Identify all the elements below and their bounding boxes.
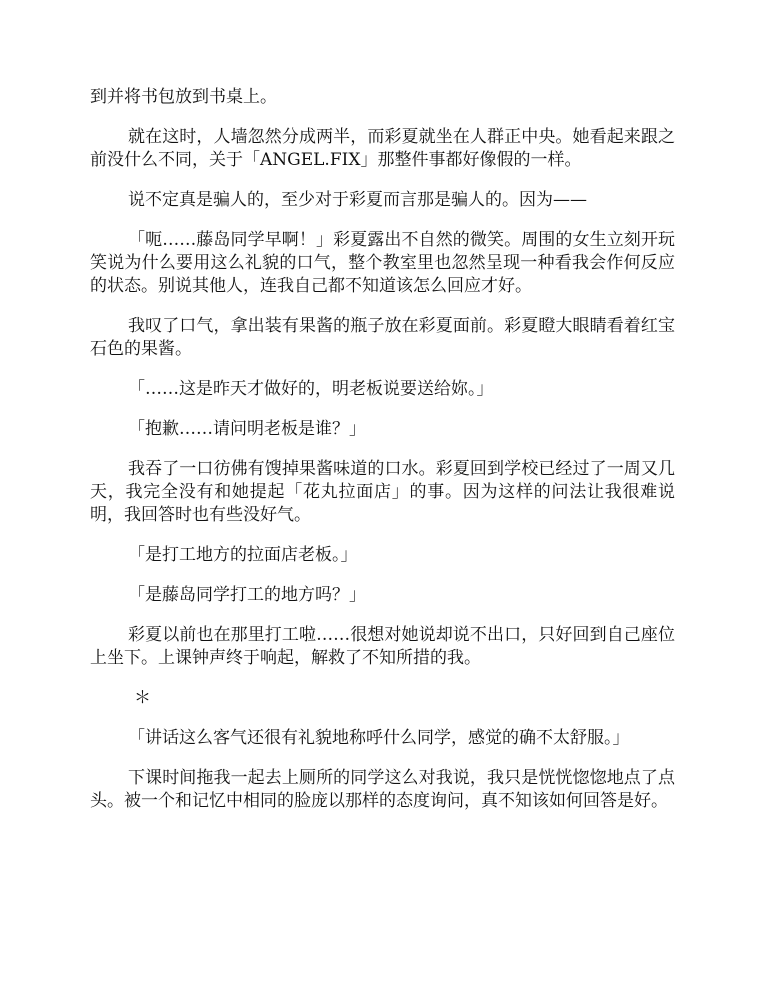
paragraph: 「……这是昨天才做好的，明老板说要送给妳。」: [128, 379, 494, 399]
paragraph: 我吞了一口彷佛有馊掉果酱味道的口水。彩夏回到学校已经过了一周又几天，我完全没有和她提起「花丸拉面店」的事。因为这样的问法让我很难说明，我回答时也有些没好气。: [90, 459, 675, 525]
paragraph: 下课时间拖我一起去上厕所的同学这么对我说，我只是恍恍惚惚地点了点头。被一个和记忆中相同的脸庞以那样的态度询问，真不知该如何回答是好。: [90, 768, 675, 811]
paragraph: 「是打工地方的拉面店老板。」: [128, 545, 358, 565]
paragraph: 说不定真是骗人的，至少对于彩夏而言那是骗人的。因为——: [128, 190, 587, 210]
paragraph: 我叹了口气，拿出装有果酱的瓶子放在彩夏面前。彩夏瞪大眼睛看着红宝石色的果酱。: [90, 316, 675, 359]
paragraph: 到并将书包放到书桌上。: [90, 87, 277, 107]
paragraph: 「呃……藤岛同学早啊！」彩夏露出不自然的微笑。周围的女生立刻开玩笑说为什么要用这么礼貌的口气，整个教室里也忽然呈现一种看我会作何反应的状态。别说其他人，连我自己都不知道该怎么回应才好。: [90, 230, 675, 296]
paragraph: 彩夏以前也在那里打工啦……很想对她说却说不出口，只好回到自己座位上坐下。上课钟声终于响起，解救了不知所措的我。: [90, 625, 675, 668]
document-body: [90, 86, 675, 830]
paragraph: 「讲话这么客气还很有礼貌地称呼什么同学，感觉的确不太舒服。」: [128, 728, 630, 748]
paragraph: 就在这时，人墙忽然分成两半，而彩夏就坐在人群正中央。她看起来跟之前没什么不同，关于「ANGEL.FIX」那整件事都好像假的一样。: [90, 127, 675, 170]
section-separator: ＊: [134, 688, 151, 708]
paragraph: 「抱歉……请问明老板是谁？」: [128, 419, 366, 439]
paragraph: 「是藤岛同学打工的地方吗？」: [128, 585, 366, 605]
